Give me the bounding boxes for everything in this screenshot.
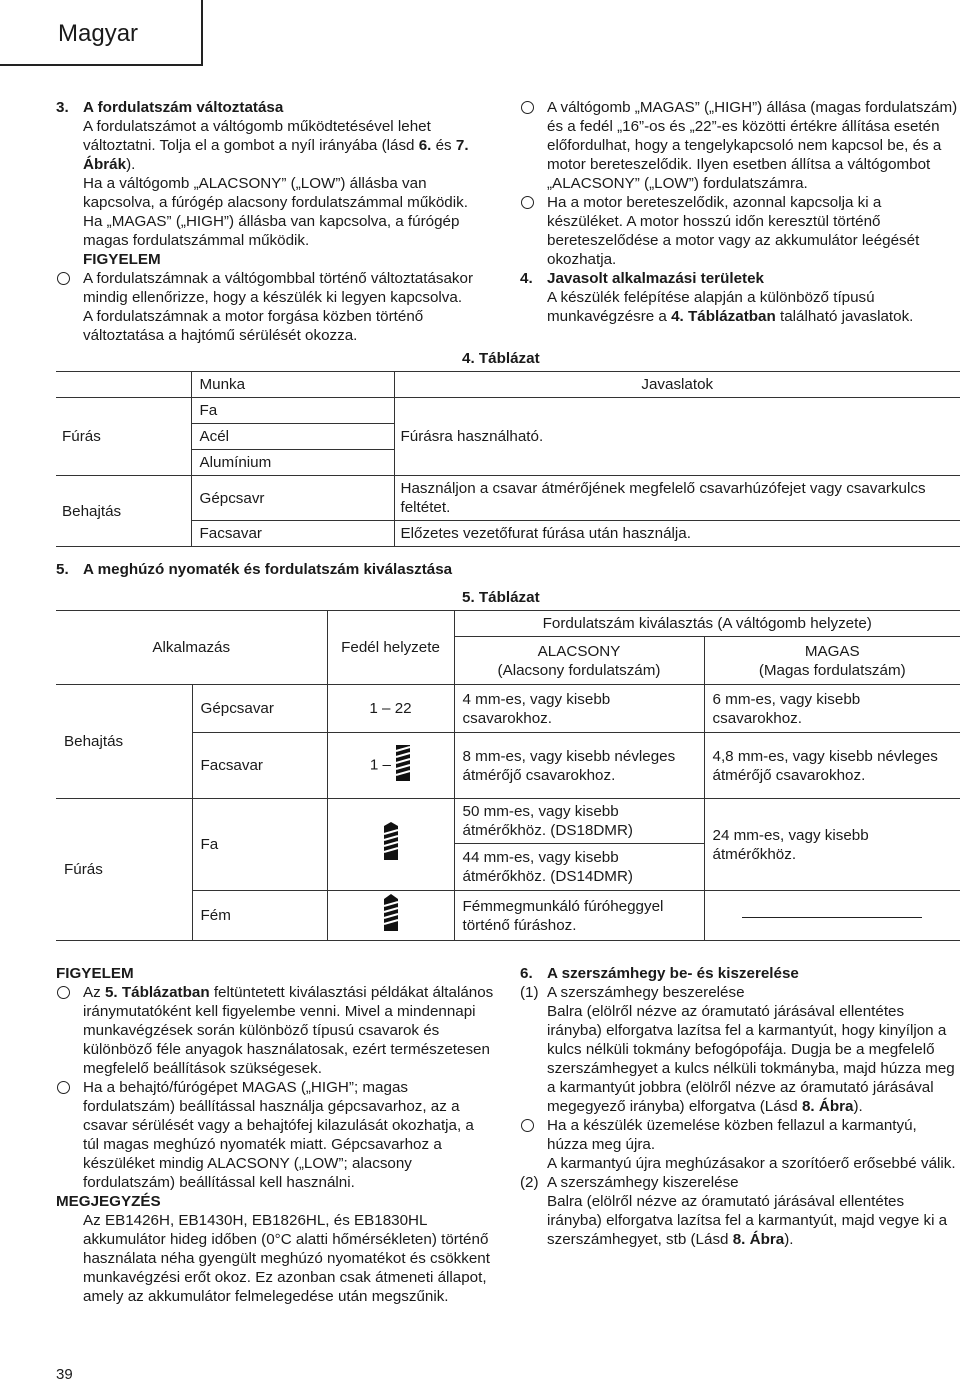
subsection-1-bullet-continued: A karmantyú újra meghúzásakor a szorítóerő erősebbé válik. [547, 1155, 956, 1172]
table-5-gepcsavar-low: 4 mm-es, vagy kisebb csavarokhoz. [454, 685, 704, 733]
bullet-circle-icon [521, 1119, 534, 1132]
right-bullet-1: A váltógomb „MAGAS” („HIGH”) állása (magas fordulatszám) és a fedél „16”-os és „22”-es közötti értékre állítása esetén előfordulhat, hogy a tengelykapcsoló nem kapcsol be, és a motor bereteszelődik. Ilyen esetben állítsa a váltógombot „ALACSONY” („LOW”) fordulatszámra. [520, 98, 959, 193]
table-4-gepcsavar: Gépcsavr [191, 476, 394, 521]
section-5-number: 5. [56, 561, 69, 578]
section-3-paragraph-2: Ha a váltógomb „ALACSONY” („LOW”) állásba van kapcsolva, a fúrógép alacsony fordulatszámmal működik. [83, 175, 468, 211]
right-bullet-2: Ha a motor bereteszelődik, azonnal kapcsolja ki a készüléket. A motor hosszú időn keresztül történő bereteszelődése a motor vagy az akkumulátor leégését okozhatja. [520, 193, 959, 269]
subsection-1-paragraph: Balra (elölről nézve az óramutató járásával ellentétes irányba) elforgatva lazítsa fel a karmantyút, hogy kinyíljon a kulcs nélküli tokmány befogópofája. Dugja be a megfelelő szerszámhegyet a kulcs nélküli tokmányba, majd húzza meg a karmantyút jobbra (elölről nézve az óramutató járásával megegyező irányba) elforgatva (Lásd 8. Ábra). [547, 1003, 955, 1115]
bullet-circle-icon [57, 272, 70, 285]
table-5-facsavar-low: 8 mm-es, vagy kisebb névleges átmérőjő csavarokhoz. [454, 733, 704, 799]
section-3-number: 3. [56, 99, 69, 116]
drill-bit-icon [395, 743, 411, 788]
section-6-number: 6. [520, 965, 533, 982]
table-5-gepcsavar-fedel: 1 – 22 [327, 685, 454, 733]
bullet-circle-icon [521, 101, 534, 114]
bullet-circle-icon [57, 986, 70, 999]
page-title: Magyar [58, 20, 139, 47]
subsection-1-bullet: Ha a készülék üzemelése közben fellazul a karmantyú, húzza meg újra. [520, 1116, 959, 1154]
table-5-header-fordulatszam: Fordulatszám kiválasztás (A váltógomb helyzete) [454, 611, 960, 637]
subsection-2-title: A szerszámhegy kiszerelése [547, 1174, 739, 1191]
table-4-fa: Fa [191, 398, 394, 424]
bullet-circle-icon [57, 1081, 70, 1094]
table-5-fa-high: 24 mm-es, vagy kisebb átmérőkhöz. [704, 799, 960, 891]
bottom-right-column [520, 964, 959, 1249]
table-5-fem-high-dash [742, 917, 922, 918]
table-5-facsavar: Facsavar [192, 733, 327, 799]
table-5-fa-low-1: 50 mm-es, vagy kisebb átmérőkhöz. (DS18DMR) [454, 799, 704, 844]
table-5-behajtas: Behajtás [56, 685, 192, 799]
subsection-1-title: A szerszámhegy beszerelése [547, 984, 745, 1001]
table-5 [56, 610, 960, 941]
bottom-warning-title: FIGYELEM [56, 965, 134, 982]
table-4-acel: Acél [191, 424, 394, 450]
warning-bullet-1-continued: A fordulatszámnak a motor forgása közben történő változtatása a hajtómű sérülését okozza. [83, 308, 424, 344]
table-4-furas: Fúrás [56, 398, 191, 476]
bottom-left-column [56, 964, 494, 1306]
section-5-heading [56, 560, 516, 579]
subsection-1-number: (1) [520, 984, 539, 1001]
table-5-gepcsavar: Gépcsavar [192, 685, 327, 733]
table-5-header-fedel: Fedél helyzete [327, 611, 454, 685]
right-column-top [520, 98, 959, 326]
bullet-circle-icon [521, 196, 534, 209]
section-3-paragraph-1: A fordulatszámot a váltógomb működtetésével lehet változtatni. Tolja el a gombot a nyíl irányába (lásd 6. és 7. Ábrák). [83, 118, 469, 173]
table-5-caption: 5. Táblázat [462, 589, 540, 606]
table-5-fa-fedel [327, 799, 454, 891]
table-4-header-munka: Munka [191, 372, 394, 398]
table-4-aluminium: Alumínium [191, 450, 394, 476]
note-text: Az EB1426H, EB1430H, EB1826HL, és EB1830HL akkumulátor hideg időben (0°C alatti hőmérsékleten) történő használata néha gyengült meghúzó nyomatékot és csökkent munkavégzési erőt okoz. Ez azonban csak átmeneti állapot, amely az akkumulátor felmelegedése után megszűnik. [83, 1212, 490, 1305]
table-5-furas: Fúrás [56, 799, 192, 941]
table-5-facsavar-fedel: 1 – [327, 733, 454, 799]
note-title: MEGJEGYZÉS [56, 1193, 161, 1210]
table-5-gepcsavar-high: 6 mm-es, vagy kisebb csavarokhoz. [704, 685, 960, 733]
table-4-behajtas: Behajtás [56, 476, 191, 547]
table-5-fem-fedel [327, 891, 454, 941]
table-4-corner [56, 372, 191, 398]
section-4-title: Javasolt alkalmazási területek [547, 270, 764, 287]
table-5-header-alacsony: ALACSONY (Alacsony fordulatszám) [454, 637, 704, 685]
table-4-facsavar-recommendation: Előzetes vezetőfurat fúrása után használja. [394, 521, 960, 547]
page-number: 39 [56, 1366, 73, 1383]
table-5-fa-low-2: 44 mm-es, vagy kisebb átmérőkhöz. (DS14DMR) [454, 844, 704, 891]
table-4-gepcsavar-recommendation: Használjon a csavar átmérőjének megfelelő csavarhúzófejet vagy csavarkulcs feltétet. [394, 476, 960, 521]
table-5-header-alkalmazas: Alkalmazás [56, 611, 327, 685]
section-6-title: A szerszámhegy be- és kiszerelése [547, 965, 799, 982]
subsection-2-paragraph: Balra (elölről nézve az óramutató járásával ellentétes irányba) elforgatva lazítsa fel a karmantyút, majd vegye ki a szerszámhegyet, stb (Lásd 8. Ábra). [547, 1193, 948, 1248]
bottom-warning-bullet-2: Ha a behajtó/fúrógépet MAGAS („HIGH”; magas fordulatszám) beállítással használja gépcsavarhoz, az a csavar sérülését vagy a behajtófej kilazulását okozhatja, a túl magas meghúzó nyomaték miatt. Gépcsavarhoz a készüléket mindig ALACSONY („LOW”; alacsony fordulatszám) beállítással kell használni. [56, 1078, 494, 1192]
section-4-paragraph: A készülék felépítése alapján a különböző típusú munkavégzésre a 4. Táblázatban található javaslatok. [547, 289, 914, 325]
section-3-title: A fordulatszám változtatása [83, 99, 284, 116]
table-5-facsavar-high: 4,8 mm-es, vagy kisebb névleges átmérőjő csavarokhoz. [704, 733, 960, 799]
table-4 [56, 371, 960, 547]
table-5-fa: Fa [192, 799, 327, 891]
warning-title: FIGYELEM [83, 251, 161, 268]
bottom-warning-bullet-1: Az 5. Táblázatban feltüntetett kiválasztási példákat általános iránymutatóként kell figyelembe venni. Mivel a mindennapi munkavégzések során különböző típusú csavarok és különböző féle anyagok használatosak, ezért természetesen megfelelő beállítások szükségesek. [56, 983, 494, 1078]
warning-bullet-1: A fordulatszámnak a váltógombbal történő változtatásakor mindig ellenőrizze, hogy a készülék ki legyen kapcsolva. [56, 269, 494, 307]
drill-bit-icon [383, 893, 399, 938]
table-4-furas-recommendation: Fúrásra használható. [394, 398, 960, 476]
table-5-fem: Fém [192, 891, 327, 941]
section-3-paragraph-3: Ha „MAGAS” („HIGH”) állásba van kapcsolva, a fúrógép magas fordulatszámmal működik. [83, 213, 460, 249]
section-3 [56, 98, 494, 345]
section-5-title: A meghúzó nyomaték és fordulatszám kiválasztása [83, 561, 453, 578]
subsection-2-number: (2) [520, 1174, 539, 1191]
drill-bit-icon [383, 822, 399, 867]
table-5-header-magas: MAGAS (Magas fordulatszám) [704, 637, 960, 685]
table-4-header-javaslatok: Javaslatok [394, 372, 960, 398]
table-5-fem-high [704, 891, 960, 941]
table-4-facsavar: Facsavar [191, 521, 394, 547]
table-5-fem-low: Fémmegmunkáló fúróheggyel történő fúráshoz. [454, 891, 704, 941]
section-4-number: 4. [520, 270, 533, 287]
table-4-caption: 4. Táblázat [462, 350, 540, 367]
